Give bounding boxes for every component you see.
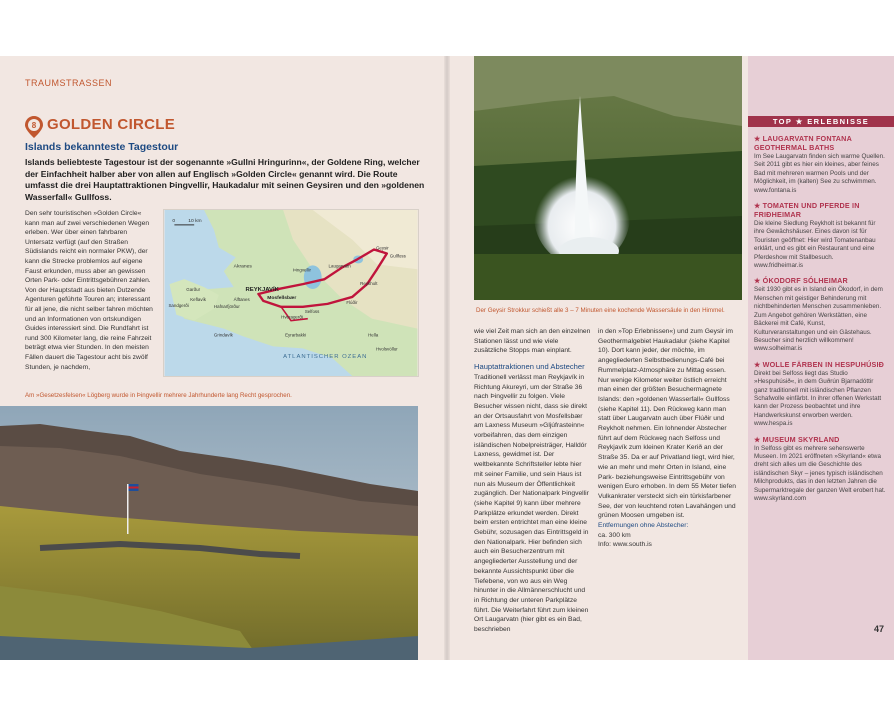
- tip-text: In Selfoss gibt es mehrere sehenswerte Museen. Im 2021 eröffneten »Skyrland« etwa dreht sich alles um die Geschichte des isländischen Skyr – jenes typisch isländischen Milchprodukts, das in den letzten Jahren die Supermarktregale der ganzen Welt erobert hat.: [754, 444, 886, 494]
- map-scale-start: 0: [172, 218, 176, 224]
- tip-link[interactable]: www.fontana.is: [754, 186, 797, 194]
- star-icon: ★: [754, 201, 761, 211]
- map-place: Garður: [186, 287, 201, 293]
- tip-text: Im See Laugarvatn finden sich warme Quellen. Seit 2011 gibt es hier ein kleines, aber feines Bad mit mehreren warmen Pools und der Möglichkeit, im (kalten) See zu schwimmen.: [754, 153, 885, 186]
- star-icon: ★: [754, 434, 761, 444]
- page-gutter: [444, 56, 450, 660]
- body-column-3: [598, 327, 736, 550]
- distance-value: ca. 300 km: [598, 531, 631, 539]
- strokkur-photo-graphic: [474, 56, 742, 300]
- tip-title: ÓKODORF SÓLHEIMAR: [762, 276, 848, 286]
- map-place: Geysir: [375, 245, 389, 251]
- distance-label: Entfernungen ohne Abstecher:: [598, 522, 689, 530]
- map-place: Hafnarfjörður: [213, 303, 240, 309]
- thingvellir-photo: [0, 406, 418, 660]
- top-experiences-sidebar: [748, 56, 894, 660]
- map-place: Reykholt: [360, 281, 378, 287]
- tip-text: Direkt bei Selfoss liegt das Studio »Hespuhúsið«, in dem Guðrún Bjarnadóttir ganz traditionell mit isländischen Pflanzen Schafwolle einfärbt. In ihrer offenen Werkstatt kann der Prozess beobachtet und ihre Handwerkskunst erworben werden.: [754, 369, 882, 419]
- section-heading: Hauptattraktionen und Abstecher: [474, 362, 585, 372]
- right-photo-caption: Der Geysir Strokkur schießt alle 3 – 7 Minuten eine kochende Wassersäule in den Himmel.: [476, 307, 725, 314]
- map-place: Hveragerði: [281, 314, 303, 320]
- map-place: Selfoss: [304, 308, 320, 314]
- tip-title: WOLLE FÄRBEN IN HESPUHÚSIÐ: [762, 359, 885, 369]
- star-icon: ★: [754, 359, 761, 369]
- map-place: Eyrarbakki: [285, 332, 307, 338]
- tip-title: TOMATEN UND PFERDE IN FRIÐHEIMAR: [754, 201, 860, 220]
- map-place: Þingvellir: [292, 267, 311, 273]
- sidebar-header: TOP ★ ERLEBNISSE: [748, 116, 894, 127]
- tip-link[interactable]: www.skyrland.com: [754, 495, 807, 502]
- route-map: [163, 209, 419, 377]
- tip-item: [754, 276, 886, 353]
- tip-link[interactable]: www.solheimar.is: [754, 345, 803, 353]
- route-map-graphic: [164, 210, 418, 376]
- col3-text: in den »Top Erlebnissen«) und zum Geysir im Geothermalgebiet Haukadalur (siehe Kapitel 10). Dort kann jeder, der möchte, im angegliederten Selbstbedienungs-Café bei Rummelplatz-Atmosphäre zu Mittag essen. Nur wenige Kilometer weiter östlich erreicht man einen der größten Besuchermagnete Islands: den »goldenen Wasserfall« Gullfoss (siehe Kapitel 11). Den Rückweg kann man statt über Laugarvatn auch über Flúðir und Reykholt nehmen. Ein lohnender Abstecher führt auf dem Rückweg nach Selfoss und Reykjavík zum kleinen Krater Kerið an der Straße 35. Da er auf Privatland liegt, wird hier, wie an mehr und mehr Orten in Island, eine Park- beziehungsweise Eintrittsgebühr von wenigen Euro erhoben. In dem 55 Meter tiefen Vulkankrater versteckt sich ein türkisfarbener See, der von leuchtend roten Lavahängen und grünen Moosen umgeben ist.: [598, 328, 736, 520]
- tip-link[interactable]: www.fridheimar.is: [754, 262, 803, 270]
- map-scale-end: 10 km: [188, 218, 202, 224]
- tip-item: [754, 134, 886, 195]
- map-place: Keflavík: [190, 296, 207, 302]
- map-place: Flúðir: [346, 299, 358, 305]
- left-photo-caption: Am »Gesetzesfelsen« Lögberg wurde in Þingvellir mehrere Jahrhunderte lang Recht gesprochen.: [25, 392, 292, 399]
- lead-paragraph: Islands beliebteste Tagestour ist der sogenannte »Gullni Hringurinn«, der Goldene Ring, welcher der Einfachheit halber aber von allen auf Englisch »Golden Circle« genannt wird. Die Route umfasst die drei Hauptattraktionen Þingvellir, Haukadalur mit seinen Geysiren und den »goldenen Wasserfall« Gullfoss.: [25, 157, 425, 202]
- map-place: Hvolsvöllur: [375, 346, 398, 352]
- map-place: Hella: [368, 332, 379, 338]
- body-column-1: Den sehr touristischen »Golden Circle« kann man auf zwei verschiedenen Wegen erleben. Wer über einen fahrbaren Untersatz verfügt (auf den Straßen Südislands reicht ein normaler PKW), der kann die Strecke problemlos auf eigene Faust erkunden, muss aber an gewissen Orten Park- oder Eintrittsgebühren zahlen. Von der Hauptstadt aus bieten Dutzende Agenturen geführte Touren an; interessant für all jene, die nicht selber fahren möchten und an Informationen von ortskundigen Guides interessiert sind. Die Rundfahrt ist rund 300 Kilometer lang, die reine Fahrzeit beträgt etwa vier Stunden. In den meisten Fällen dauert die Tagestour acht bis zwölf Stunden, je nachdem,: [25, 210, 153, 371]
- strokkur-photo: [474, 56, 742, 300]
- thingvellir-photo-graphic: [0, 406, 418, 660]
- tip-text: Die kleine Siedlung Reykholt ist bekannt für ihre Gewächshäuser. Eines davon ist für Touristen geöffnet: Hier wird Tomatenanbau erklärt, und es gibt ein Restaurant und eine Pferdeshow mit Stallbesuch.: [754, 220, 876, 261]
- tip-item: [754, 360, 886, 429]
- map-ocean-label: ATLANTISCHER OZEAN: [283, 354, 368, 361]
- map-place: REYKJAVÍK: [245, 287, 279, 294]
- map-place: Akranes: [233, 264, 252, 270]
- map-place: Álftanes: [233, 296, 250, 302]
- col2-intro: wie viel Zeit man sich an den einzelnen Stationen lässt und wie viele zusätzliche Stopps man einplant.: [474, 328, 591, 355]
- map-place: Mosfellsbær: [267, 295, 297, 301]
- map-place: Gullfoss: [389, 253, 406, 259]
- tips-list: [754, 134, 886, 509]
- tip-text: Seit 1930 gibt es in Island ein Ökodorf, in dem Menschen mit geistiger Behinderung mit nichtbehinderten Menschen zusammenleben. Zum Angebot gehören Werkstätten, eine Bäckerei mit Café, Kunst, Kulturveranstaltungen und ein Gästehaus. Besucher sind herzlich willkommen!: [754, 286, 883, 344]
- chapter-subtitle: Islands bekannteste Tagestour: [25, 141, 179, 153]
- star-icon: ★: [754, 276, 761, 286]
- page-number: 47: [873, 624, 884, 634]
- map-place: Laugarvatn: [328, 263, 351, 269]
- map-place: Sandgerði: [168, 302, 189, 308]
- tip-item: [754, 201, 886, 270]
- chapter-number-badge: [25, 116, 43, 138]
- tip-item: [754, 435, 886, 504]
- tip-title: MUSEUM SKYRLAND: [762, 434, 840, 444]
- chapter-title: GOLDEN CIRCLE: [47, 116, 176, 133]
- chapter-number: 8: [31, 121, 37, 130]
- left-page: [0, 56, 447, 660]
- map-place: Grindavík: [213, 332, 233, 338]
- body-column-2: [474, 327, 592, 635]
- running-head: TRAUMSTRASSEN: [25, 78, 113, 88]
- star-icon: ★: [754, 134, 761, 143]
- tip-link[interactable]: www.hespa.is: [754, 420, 793, 428]
- col2-text: Traditionell verlässt man Reykjavík in Richtung Akureyri, um der Straße 36 nach Þingvellir zu folgen. Viele Besucher wissen nicht, dass sie direkt an der Ortsausfahrt von Mosfellsbær am Laxness Museum »Gljúfrasteinn« vorbeifahren, das dem einzigen isländischen Nobelpreisträger, Halldór Laxness, gewidmet ist. Der weltbekannte Schriftsteller lebte hier mit seiner Familie, und sein Haus ist nun als Museum der Öffentlichkeit zugänglich. Der Nationalpark Þingvellir (siehe Kapitel 9) kann über mehrere Parkplätze erkundet werden. Direkt beim ersten entrichtet man eine kleine Gebühr, sozusagen das Eintrittsgeld in den Nationalpark. Hier befinden sich auch ein Besucherzentrum mit angegliederter Ausstellung und der bekannte Aussichtspunkt über die Tiefebene, von wo aus ein Weg hinunter in die Allmännerschlucht und in Richtung der unteren Parkplätze führt. Die Weiterfahrt führt zum kleinen Ort Laugarvatn (hier gibt es ein Bad, beschrieben: [474, 373, 589, 634]
- magazine-spread: [0, 56, 894, 660]
- tip-title: LAUGARVATN FONTANA GEOTHERMAL BATHS: [754, 134, 852, 152]
- info-website: Info: www.south.is: [598, 541, 652, 549]
